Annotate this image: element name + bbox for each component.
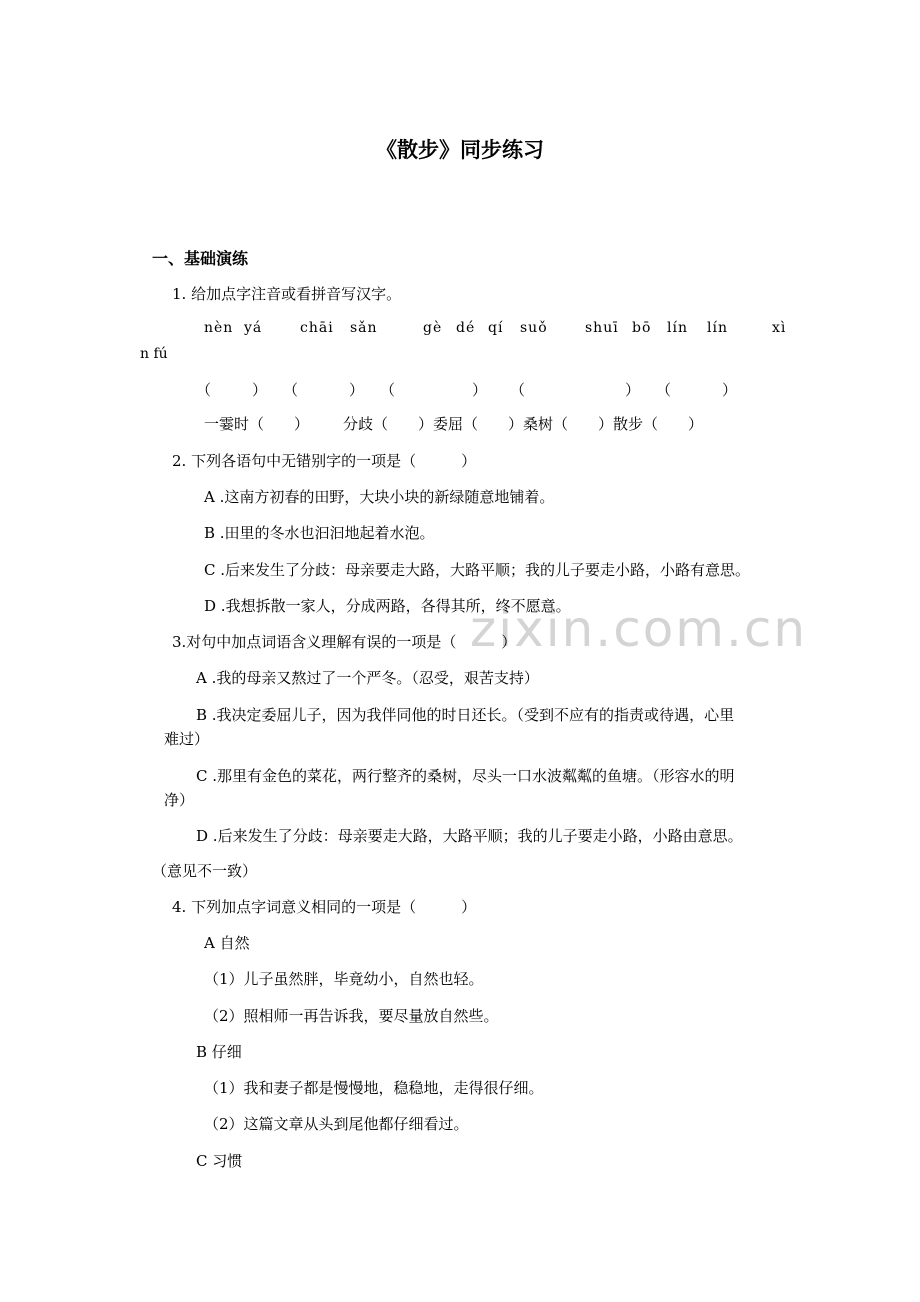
pinyin: suǒ [520,320,548,336]
answer-paren: （ [656,381,672,399]
answer-paren: （ [510,381,526,399]
q1-item: 一霎时（ ） [204,415,310,433]
pinyin: lín [707,320,728,336]
q2-option-c: C .后来发生了分歧：母亲要走大路，大路平顺；我的儿子要走小路，小路有意思。 [204,561,751,579]
pinyin: xì [772,320,787,336]
q4-group-b: B 仔细 [196,1043,242,1061]
pinyin: yá [244,320,263,336]
q2-stem: 2. 下列各语句中无错别字的一项是（ ） [172,452,477,470]
answer-paren: ） [252,381,268,399]
q3-option-b: B .我决定委屈儿子，因为我伴同他的时日还长。（受到不应有的指责或待遇，心里 [196,706,735,724]
answer-paren: ） [349,381,365,399]
pinyin: chāi [300,320,334,336]
answer-paren: （ [380,381,396,399]
answer-paren: ） [472,381,488,399]
pinyin: dé [456,320,476,336]
q4-b-2: （2）这篇文章从头到尾他都仔细看过。 [204,1115,469,1133]
pinyin-wrap: n fú [140,346,168,362]
q4-b-1: （1）我和妻子都是慢慢地，稳稳地，走得很仔细。 [204,1079,544,1097]
q1-stem: 1. 给加点字注音或看拼音写汉字。 [172,285,402,303]
q2-option-d: D .我想拆散一家人，分成两路，各得其所，终不愿意。 [204,597,571,615]
q1-item: 分歧（ ）委屈（ ）桑树（ ）散步（ ） [343,415,704,433]
pinyin: shuī [585,320,619,336]
q2-option-b: B .田里的冬水也汩汩地起着水泡。 [204,524,435,542]
pinyin: qí [488,320,504,336]
q3-stem: 3.对句中加点词语含义理解有误的一项是（ ） [172,633,517,651]
pinyin: nèn [204,320,234,336]
q3-option-d: D .后来发生了分歧：母亲要走大路，大路平顺；我的儿子要走小路，小路由意思。 [196,827,743,845]
q3-option-b-wrap: 难过） [164,730,210,748]
q4-stem: 4. 下列加点字词意义相同的一项是（ ） [172,898,477,916]
q4-a-1: （1）儿子虽然胖，毕竟幼小，自然也轻。 [204,970,484,988]
pinyin: bō [632,320,652,336]
q4-group-c: C 习惯 [196,1152,243,1170]
pinyin: sǎn [350,320,378,336]
section-heading: 一、基础演练 [152,249,249,268]
q4-group-a: A 自然 [204,934,250,952]
pinyin: gè [423,320,443,336]
q2-option-a: A .这南方初春的田野，大块小块的新绿随意地铺着。 [204,488,555,506]
q3-option-a: A .我的母亲又熬过了一个严冬。（忍受，艰苦支持） [196,669,539,687]
q3-option-d-wrap: （意见不一致） [152,862,258,880]
answer-paren: ） [625,381,641,399]
answer-paren: （ [283,381,299,399]
answer-paren: （ [196,381,212,399]
q4-a-2: （2）照相师一再告诉我，要尽量放自然些。 [204,1007,499,1025]
q3-option-c-wrap: 净） [164,791,195,809]
pinyin: lín [667,320,688,336]
q3-option-c: C .那里有金色的菜花，两行整齐的桑树，尽头一口水波粼粼的鱼塘。（形容水的明 [196,767,735,785]
answer-paren: ） [722,381,738,399]
document-title: 《散步》同步练习 [376,138,544,162]
watermark: zixin.com.cn [470,600,808,658]
